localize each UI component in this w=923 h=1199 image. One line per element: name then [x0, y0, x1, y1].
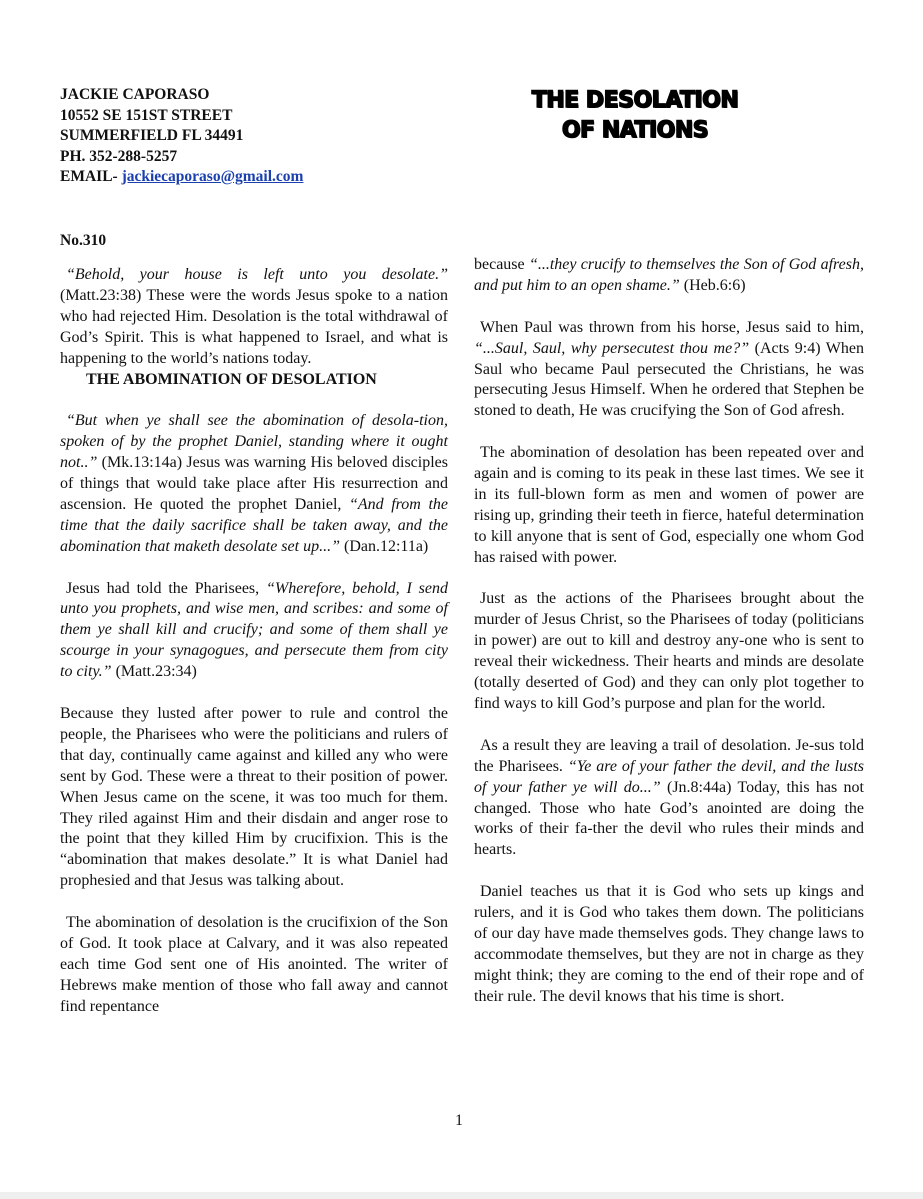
contact-email-line	[60, 167, 440, 188]
contact-phone: PH. 352-288-5257	[60, 147, 178, 165]
paragraph-text: (Mk.13:14a) Jesus was warning His beloved disciples of things that would take place after His resurrection and ascension. He quoted the prophet Daniel,	[60, 454, 448, 513]
right-paragraph-3: The abomination of desolation has been repeated over and again and is coming to its peak in these last times. We see it in its full-blown form as men and women of power are rising up, grinding their teeth in fierce, hateful determination to kill anyone that is sent of God, especially one whom God has raised with power.	[474, 444, 864, 566]
title-line-2: OF NATIONS	[561, 118, 709, 143]
paragraph-text: When Paul was thrown from his horse, Jesus said to him,	[480, 318, 864, 336]
left-paragraph-2	[60, 411, 448, 557]
paragraph-text: (Heb.6:6)	[679, 276, 746, 294]
right-paragraph-6: Daniel teaches us that it is God who sets up kings and rulers, and it is God who takes them down. The politicians of our day have made themselves gods. They change laws to accommodate themselves, but they are not in charge as they might think; they are coming to the end of their rope and of their rule. The devil knows that his time is short.	[474, 883, 864, 1005]
contact-city: SUMMERFIELD FL 34491	[60, 127, 244, 144]
right-column	[474, 255, 864, 1028]
title-line-1: THE DESOLATION	[531, 88, 739, 113]
document-title	[470, 86, 800, 146]
scripture-quote: “Wherefore, behold, I send unto you prophets, and wise men, and scribes: and some of them ye shall kill and crucify; and some of them shall ye scourge in your synagogues, and persecute them from city to city.”	[60, 579, 448, 681]
contact-block	[60, 85, 440, 188]
scripture-quote: “Ye are of your father the devil, and the lusts of your father ye will do...”	[474, 757, 864, 796]
left-paragraph-4: Because they lusted after power to rule and control the people, the Pharisees who were the politicians and rulers of that day, continually came against and killed any who were sent by God. These were a threat to their position of power. When Jesus came on the scene, it was too much for them. They riled against Him and their disdain and anger rose to the point that they killed Him by crucifixion. This is the “abomination that makes desolate.” It is what Daniel had prophesied and that Jesus was talking about.	[60, 704, 448, 890]
paragraph-text: As a result they are leaving a trail of desolation. Je-sus told the Pharisees.	[474, 736, 864, 775]
contact-street: 10552 SE 151ST STREET	[60, 106, 233, 124]
scripture-quote: “And from the time that the daily sacrifice shall be taken away, and the abomination that maketh desolate set up...”	[60, 495, 448, 555]
page-number: 1	[455, 1112, 463, 1129]
section-heading: THE ABOMINATION OF DESOLATION	[86, 370, 377, 388]
right-paragraph-4: Just as the actions of the Pharisees brought about the murder of Jesus Christ, so the Pharisees of today (politicians in power) are out to kill and destroy any-one who is sent to reveal their wickedness. Their hearts and minds are desolate (totally deserted of God) and they can only plot together to find ways to kill God’s purpose and plan for the world.	[474, 590, 864, 712]
right-paragraph-5	[474, 736, 864, 861]
scripture-quote: “...they crucify to themselves the Son of God afresh, and put him to an open shame.”	[474, 256, 864, 294]
left-paragraph-5: The abomination of desolation is the crucifixion of the Son of God. It took place at Calvary, and it was also repeated each time God sent one of His anointed. The writer of Hebrews make mention of those who fall away and cannot find repentance	[60, 914, 448, 1015]
document-number: No.310	[60, 232, 107, 249]
right-paragraph-2	[474, 318, 864, 423]
scripture-quote: “Behold, your house is left unto you desolate.”	[66, 266, 448, 283]
paragraph-text: Jesus had told the Pharisees,	[66, 579, 266, 597]
page-bottom-edge	[0, 1192, 923, 1199]
paragraph-text: (Jn.8:44a) Today, this has not changed. Those who hate God’s anointed are doing the works of their fa-ther the devil who rules their minds and hearts.	[474, 778, 864, 859]
paragraph-text: (Matt.23:38) These were the words Jesus spoke to a nation who had rejected Him. Desolation is the total withdrawal of God’s Spirit. This is what happened to Israel, and what is happening to the world’s nations today.	[60, 286, 448, 367]
contact-name: JACKIE CAPORASO	[60, 86, 210, 103]
left-paragraph-1	[60, 265, 448, 370]
right-paragraph-1	[474, 255, 864, 297]
contact-email-label: EMAIL-	[60, 168, 118, 185]
paragraph-text: because	[474, 256, 529, 273]
left-column	[60, 265, 448, 1038]
paragraph-text: (Matt.23:34)	[111, 663, 197, 681]
paragraph-text: (Acts 9:4) When Saul who became Paul persecuted the Christians, he was persecuting Jesus Himself. When he ordered that Stephen be stoned to death, He was crucifying the Son of God afresh.	[474, 339, 864, 420]
contact-email-link[interactable]: jackiecaporaso@gmail.com	[121, 168, 304, 185]
scripture-quote: “But when ye shall see the abomination of desola-tion, spoken of by the prophet Daniel, standing where it ought not..”	[60, 412, 448, 472]
paragraph-text: (Dan.12:11a)	[339, 537, 429, 555]
scripture-quote: “...Saul, Saul, why persecutest thou me?”	[474, 339, 750, 357]
left-paragraph-3	[60, 579, 448, 684]
